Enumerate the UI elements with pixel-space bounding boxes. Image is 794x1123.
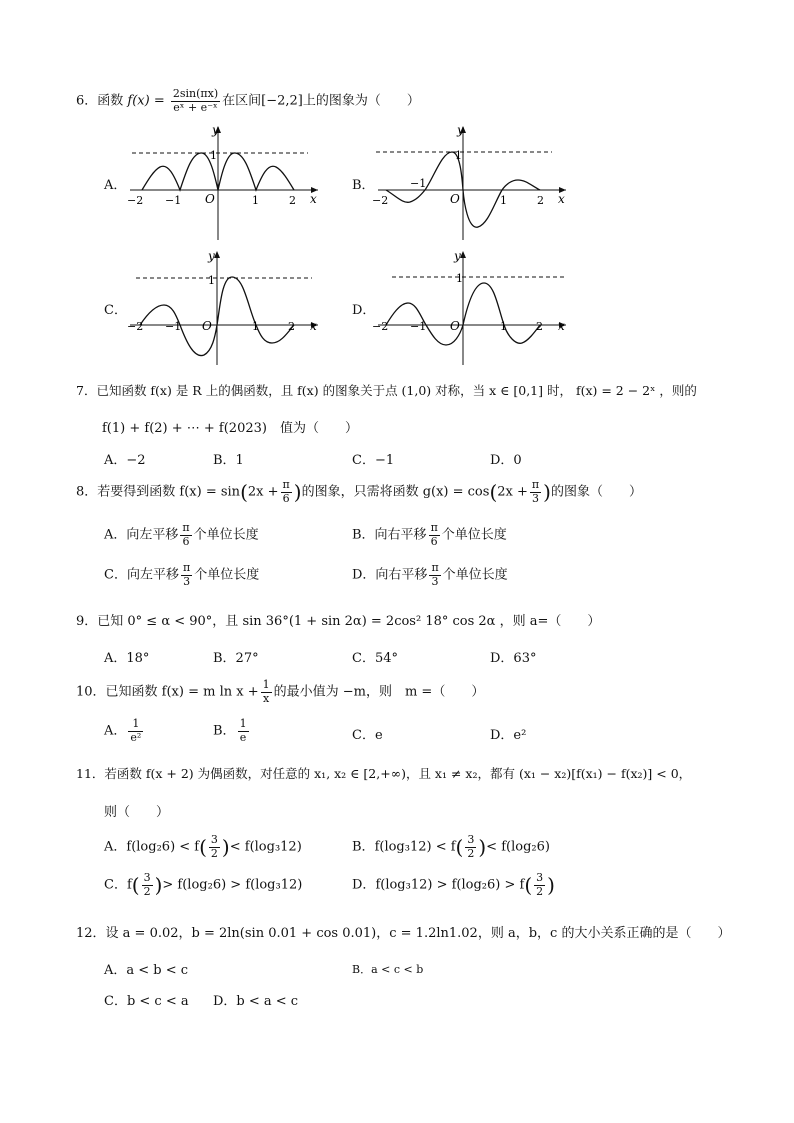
- graph-a-x-label: x: [310, 192, 317, 206]
- q11-option-d-paren-open: (: [524, 873, 533, 898]
- q11-option-b-label: B．: [352, 839, 375, 855]
- q10-option-b-frac: [238, 718, 249, 744]
- q11-option-d-frac: [534, 872, 545, 898]
- q11-option-c-label: C．: [104, 877, 127, 893]
- q12-option-c: C．b < c < a: [104, 994, 189, 1009]
- q8-option-c-den: 3: [183, 574, 191, 588]
- graph-a-neg1: −1: [165, 194, 182, 207]
- q10-option-a-label: A．: [104, 723, 127, 739]
- graph-a-y-label: y: [212, 123, 219, 137]
- q10-frac-num: 1: [262, 678, 270, 691]
- graph-a-pos2: 2: [289, 194, 296, 207]
- q8-option-b-frac: [429, 522, 440, 548]
- q10-frac-den: x: [263, 691, 270, 705]
- graph-a-tick-1: 1: [210, 149, 217, 162]
- graph-d-origin: O: [450, 319, 460, 333]
- q10-option-a: [104, 718, 145, 744]
- q10-option-d: D．e²: [490, 728, 527, 743]
- q8-frac-1: [281, 479, 292, 505]
- graph-b-x-label: x: [558, 192, 565, 206]
- q8-paren-open-2: (: [489, 480, 498, 505]
- q10-prefix: 10．已知函数 f(x) = m ln x +: [76, 684, 259, 700]
- q11-option-c-num: 3: [143, 871, 151, 884]
- q6-prefix: 6．函数: [76, 93, 128, 109]
- graph-c-origin: O: [202, 319, 212, 333]
- q8-option-a-den: 6: [182, 534, 190, 548]
- q6-graph-c: [122, 247, 322, 367]
- graph-b-origin: O: [450, 192, 460, 206]
- q7-stem-line1: 7．已知函数 f(x) 是 R 上的偶函数，且 f(x) 的图象关于点 (1,0) 对称，当 x ∈ [0,1] 时， f(x) = 2 − 2ˣ ，则的: [76, 383, 697, 398]
- graph-a-origin: O: [205, 192, 215, 206]
- q8-option-b-text: B．向右平移: [352, 527, 427, 543]
- q8-stem: [76, 479, 642, 505]
- q8-mid3: 2x +: [497, 484, 528, 500]
- graph-d-pos1: 1: [500, 320, 507, 333]
- q8-frac-1-den: 6: [282, 491, 290, 505]
- graph-d-pos2: 2: [536, 320, 543, 333]
- q10-frac: [261, 679, 272, 705]
- graph-c-neg1: −1: [165, 320, 182, 333]
- q8-paren-open-1: (: [240, 480, 248, 505]
- q7-stem-line2: f(1) + f(2) + ⋯ + f(2023) 值为（ ）: [102, 421, 358, 436]
- q8-option-a: [104, 522, 259, 548]
- graph-c-y-label: y: [208, 249, 215, 263]
- q11-option-b-num: 3: [467, 833, 475, 846]
- q8-option-c-unit: 个单位长度: [194, 567, 260, 583]
- q8-frac-2: [530, 479, 541, 505]
- graph-a-pos1: 1: [252, 194, 259, 207]
- q11-option-a-text: f(log₂6) < f: [126, 839, 200, 855]
- graph-b-neg1: −1: [410, 177, 427, 190]
- q8-paren-close-1: ): [293, 480, 302, 505]
- graph-b-tick-1: 1: [455, 149, 462, 162]
- q11-option-a-num: 3: [210, 833, 218, 846]
- q8-mid1: 2x +: [247, 484, 279, 500]
- q11-option-d-paren-close: ): [547, 873, 555, 898]
- q8-option-d-text: D．向右平移: [352, 567, 428, 583]
- q8-mid2: 的图象，只需将函数 g(x) = cos: [301, 484, 490, 500]
- q8-option-d-num: π: [431, 561, 439, 574]
- q11-option-d-label: D．: [352, 877, 376, 893]
- q10-option-b: [213, 718, 251, 744]
- q9-option-c: C．54°: [352, 651, 398, 666]
- q11-option-c-frac: [142, 872, 153, 898]
- q11-option-b-paren-open: (: [455, 835, 464, 860]
- q7-option-a: A．−2: [104, 453, 146, 468]
- q8-option-c-text: C．向左平移: [104, 567, 179, 583]
- q6-stem: [76, 88, 420, 114]
- q6-frac-num: 2sin(πx): [172, 87, 219, 100]
- q8-prefix: 8．若要得到函数 f(x) = sin: [76, 484, 241, 500]
- q11-option-a-label: A．: [104, 839, 127, 855]
- q7-option-c: C．−1: [352, 453, 395, 468]
- q6-option-d-label: D．: [352, 303, 376, 318]
- graph-b-pos2: 2: [537, 194, 544, 207]
- q11-option-d-num: 3: [536, 871, 544, 884]
- q8-option-c-frac: [181, 562, 192, 588]
- q8-option-a-num: π: [182, 521, 190, 534]
- q8-option-c: [104, 562, 259, 588]
- q6-graph-a: [122, 122, 322, 242]
- q8-frac-2-num: π: [531, 478, 540, 491]
- q6-option-c-label: C．: [104, 303, 127, 318]
- q7-option-d: D．0: [490, 453, 522, 468]
- graph-d-x-label: x: [558, 319, 565, 333]
- q10-option-a-num: 1: [128, 718, 143, 732]
- q11-option-c: [104, 872, 302, 898]
- q12-option-b: B．a < c < b: [352, 963, 424, 976]
- q6-option-b-label: B．: [352, 178, 375, 193]
- q11-option-a-frac: [209, 834, 220, 860]
- q11-option-c-paren-close: ): [154, 873, 163, 898]
- q12-option-a: A．a < b < c: [104, 963, 189, 978]
- q9-stem: 9．已知 0° ≤ α < 90°，且 sin 36°(1 + sin 2α) = 2cos² 18° cos 2α ，则 a=（ ）: [76, 614, 601, 629]
- graph-a-neg2: −2: [127, 194, 144, 207]
- q9-option-b: B．27°: [213, 651, 259, 666]
- q6-frac-den: eˣ + e⁻ˣ: [173, 100, 218, 114]
- q10-option-b-den: e: [239, 730, 247, 744]
- q8-option-b: [352, 522, 507, 548]
- q8-suffix: 的图象（ ）: [550, 484, 642, 500]
- q11-stem-line1: 11．若函数 f(x + 2) 为偶函数，对任意的 x₁, x₂ ∈ [2,+∞)，且 x₁ ≠ x₂，都有 (x₁ − x₂)[f(x₁) − f(x₂)] < 0，: [76, 766, 692, 781]
- q11-option-a: [104, 834, 302, 860]
- q11-option-b-rest: < f(log₂6): [486, 839, 550, 855]
- q8-option-b-den: 6: [430, 534, 438, 548]
- graph-c-x-label: x: [310, 319, 317, 333]
- q6-suffix: 在区间[−2,2]上的图象为（ ）: [222, 93, 420, 109]
- q11-option-c-den: 2: [143, 884, 151, 898]
- q8-option-d-frac: [429, 562, 440, 588]
- q8-option-d-den: 3: [431, 574, 439, 588]
- q8-option-a-text: A．向左平移: [104, 527, 179, 543]
- q10-suffix: 的最小值为 −m，则 m =（ ）: [273, 684, 485, 700]
- q6-func-lhs: f(x) =: [127, 93, 165, 109]
- q11-option-b: [352, 834, 550, 860]
- q12-option-d: D．b < a < c: [213, 994, 299, 1009]
- q8-option-b-unit: 个单位长度: [441, 527, 507, 543]
- graph-b-pos1: 1: [500, 194, 507, 207]
- graph-c-tick-1: 1: [208, 274, 215, 287]
- graph-d-tick-1: 1: [456, 272, 463, 285]
- q8-frac-2-den: 3: [532, 491, 539, 505]
- q11-option-b-frac: [465, 834, 476, 860]
- graph-d-neg1: −1: [410, 320, 427, 333]
- q11-option-b-paren-close: ): [478, 835, 487, 860]
- graph-c-neg2: −2: [127, 320, 144, 333]
- graph-c-pos1: 1: [252, 320, 259, 333]
- q6-graph-d: [370, 247, 570, 367]
- q10-option-a-frac: [128, 718, 143, 744]
- q11-stem-line2: 则（ ）: [104, 805, 170, 820]
- q11-option-b-den: 2: [467, 846, 475, 860]
- q6-option-a-label: A．: [104, 178, 127, 193]
- q6-graph-b: [370, 122, 570, 242]
- q11-option-d-text: f(log₃12) > f(log₂6) > f: [375, 877, 525, 893]
- graph-d-y-label: y: [454, 249, 461, 263]
- q11-option-b-text: f(log₃12) < f: [374, 839, 456, 855]
- q10-option-b-label: B．: [213, 723, 236, 739]
- graph-c-pos2: 2: [288, 320, 295, 333]
- q11-option-d-den: 2: [536, 884, 544, 898]
- q10-option-b-num: 1: [239, 717, 247, 730]
- q8-option-a-unit: 个单位长度: [193, 527, 259, 543]
- q8-frac-1-num: π: [282, 478, 290, 491]
- q11-option-a-paren-close: ): [221, 835, 230, 860]
- q8-option-c-num: π: [182, 561, 191, 574]
- q11-option-a-den: 2: [210, 846, 218, 860]
- q9-option-a: A．18°: [104, 651, 150, 666]
- q8-paren-close-2: ): [543, 480, 551, 505]
- graph-b-y-label: y: [457, 123, 464, 137]
- graph-b-neg2: −2: [372, 194, 389, 207]
- q11-option-a-rest: < f(log₃12): [229, 839, 302, 855]
- q10-stem: [76, 679, 484, 705]
- q8-option-a-frac: [180, 522, 191, 548]
- q11-option-a-paren-open: (: [199, 835, 207, 860]
- q11-option-c-text: f: [126, 877, 132, 893]
- q10-option-a-den: e²: [130, 730, 142, 744]
- q10-option-c: C．e: [352, 728, 383, 743]
- q7-option-b: B．1: [213, 453, 244, 468]
- q11-option-d: [352, 872, 555, 898]
- q11-option-c-rest: > f(log₂6) > f(log₃12): [162, 877, 303, 893]
- q8-option-b-num: π: [430, 521, 438, 534]
- q6-fraction: [171, 88, 220, 114]
- q8-option-d-unit: 个单位长度: [442, 567, 508, 583]
- q11-option-c-paren-open: (: [131, 873, 140, 898]
- q9-option-d: D．63°: [490, 651, 537, 666]
- q8-option-d: [352, 562, 508, 588]
- q12-stem: 12．设 a = 0.02，b = 2ln(sin 0.01 + cos 0.01)，c = 1.2ln1.02，则 a，b，c 的大小关系正确的是（ ）: [76, 926, 731, 941]
- graph-d-neg2: −2: [372, 320, 389, 333]
